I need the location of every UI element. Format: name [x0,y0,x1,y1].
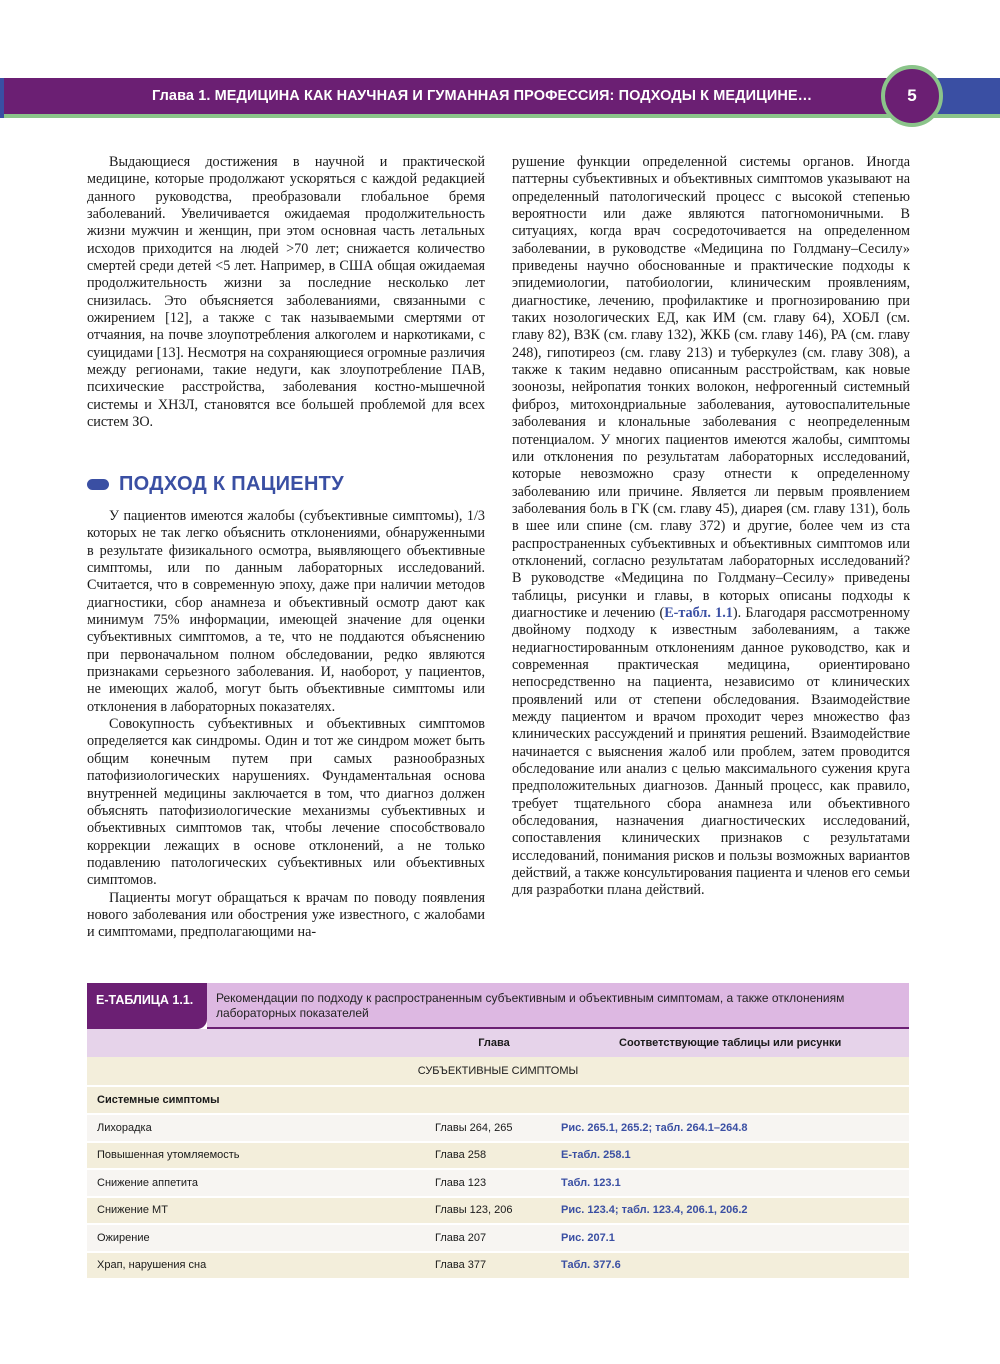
refs-link[interactable]: Е-табл. 258.1 [561,1149,631,1162]
paragraph-patients-visit: Пациенты могут обращаться к врачам по поводу появления нового заболевания или обострения уже известного, с жалобами и симптомами, предполагающими на- [87,889,485,941]
refs-link[interactable]: Рис. 207.1 [561,1231,615,1244]
table-caption: Рекомендации по подходу к распространенным субъективным и объективным симптомам, а также отклонениям лабораторных показателей [207,983,909,1029]
refs-link[interactable]: Табл. 123.1 [561,1176,621,1189]
section-marker-icon [87,479,109,490]
table-group-row: Системные симптомы [87,1087,909,1115]
chapter-cell: Главы 123, 206 [435,1204,513,1217]
header-left-accent [0,78,4,118]
symptom-cell: Снижение аппетита [97,1176,199,1189]
table-section-row: СУБЪЕКТИВНЫЕ СИМПТОМЫ [87,1057,909,1087]
column-header-refs: Соответствующие таблицы или рисунки [619,1037,842,1049]
table-label: Е-ТАБЛИЦА 1.1. [87,983,207,1029]
paragraph-intro: Выдающиеся достижения в научной и практической медицине, которые продолжают ускоряться с каждой редакцией данного руководства, преобразовали глобальное бремя заболеваний. Увеличивается ожидаемая продолжительность жизни мужчин и женщин, при этом основная часть летальных исходов приходится на людей >70 лет; снижается количество смертей среди детей <5 лет. Например, в США общая ожидаемая продолжительность жизни за последние несколько лет снизилась. Это объясняется заболеваниями, связанными с ожирением [12], а также с так называемыми смертями от отчаяния, на почве злоупотребления алкоголем и наркотиками, с суицидами [13]. Несмотря на сохраняющиеся огромные различия между регионами, такие недуги, как злоупотребление ПАВ, психические расстройства, заболевания костно-мышечной системы и ХНЗЛ, становятся все большей проблемой для всех систем ЗО. [87,154,485,431]
table-row [87,1115,909,1143]
chapter-cell: Глава 123 [435,1176,487,1189]
page-number: 5 [881,65,943,127]
table-row [87,1198,909,1226]
column-left-top [87,154,485,432]
section-title: ПОДХОД К ПАЦИЕНТУ [119,472,344,495]
symptom-cell: Снижение МТ [97,1204,168,1217]
paragraph-syndromes: Совокупность субъективных и объективных симптомов определяется как синдромы. Один и тот же синдром может быть общим конечным путем при самых разнообразных патофизиологических нарушениях. Фундаментальная основа внутренней медицины заключается в том, что диагноз должен объяснять патофизиологические механизмы субъективных и объективных симптомов так, чтобы лечение способствовало коррекции лежащих в основе отклонений, а не только подавлению патологических субъективных или объективных симптомов. [87,716,485,889]
chapter-cell: Главы 264, 265 [435,1121,513,1134]
section-heading [87,470,344,498]
symptom-cell: Лихорадка [97,1121,152,1134]
symptom-cell: Храп, нарушения сна [97,1259,207,1272]
refs-link[interactable]: Рис. 265.1, 265.2; табл. 264.1–264.8 [561,1121,748,1134]
paragraph-text-part1: рушение функции определенной системы органов. Иногда паттерны субъективных и объективных симптомов указывают на определенный патологический процесс с высокой степенью вероятности или даже являются патогномоничными. В ситуациях, когда врач сосредоточивается на определенном заболевании, в руководстве «Медицина по Голдману–Сесилу» приведены научно обоснованные и практические подходы к эпидемиологии, патобиологии, клиническим проявлениям, диагностике, лечению, профилактике и прогнозированию при таких нозологических ЕД, как ИМ (см. главу 64), ХОБЛ (см. главу 82), ВЗК (см. главу 132), ЖКБ (см. главу 146), РА (см. главу 248), гипотиреоз (см. главу 213) и туберкулез (см. главу 308), а также к таким недавно описанным расстройствам, как новые зоонозы, нейропатия тонких волокон, нефрогенный системный фиброз, митохондриальные заболевания, аутовоспалительные заболевания и клональные заболевания с неопределенным потенциалом. У многих пациентов имеются жалобы, симптомы или отклонения по результатам лабораторных исследований, которые невозможно сразу отнести к определенному заболеванию или причине. Является ли первым проявлением заболевания боль в ГК (см. главу 45), диарея (см. главу 131), боль в шее или спине (см. главу 372) и другие, более чем из ста распространенных субъективных и объективных симптомов или отклонений, согласно результатам лабораторных исследований? В руководстве «Медицина по Голдману–Сесилу» приведены таблицы, рисунки и главы, в которых описаны подходы к диагностике и лечению ( [512,154,910,621]
table-row [87,1253,909,1281]
etable-1-1 [87,983,909,1280]
paragraph-continued [512,154,910,900]
paragraph-text-part2: ). Благодаря рассмотренному двойному подходу к известным заболеваниям, а также недиагностированным отклонениям данное руководство, как и современная практическая медицина, ориентировано непосредственно на пациента, независимо от клинических проявлений или от степени обследования. Взаимодействие между пациентом и врачом проходит через множество фаз клинических рассуждений и принятия решений. Взаимодействие начинается с выяснения жалоб или проблем, затем проводится обследование или анализ с целью максимального сужения круга предположительных диагнозов. Данный процесс, как правило, требует тщательного сбора анамнеза или объективного обследования, назначения диагностических исследований, сопоставления клинических признаков с результатами исследований, понимания рисков и пользы возможных вариантов действий, а также консультирования пациента и членов его семьи для разработки плана действий. [512,604,911,899]
table-header-row [87,1029,909,1057]
paragraph-patient-complaints: У пациентов имеются жалобы (субъективные симптомы), 1/3 которых не так легко объяснить отклонениями, обнаруженными в результате физикального осмотра, выявляющего объективные симптомы, или по данным лабораторных исследований. Считается, что в современную эпоху, даже при наличии методов диагностики, сбор анамнеза и объективный осмотр дают как минимум 75% информации, имеющей значение для оценки субъективных симптомов, а те, что не поддаются объяснению при первоначальном полном обследовании, редко являются признаками серьезного заболевания. И, наоборот, у пациентов, не имеющих жалоб, могут быть объективные симптомы или отклонения в лабораторных показателях. [87,508,485,715]
chapter-title: Глава 1. МЕДИЦИНА КАК НАУЧНАЯ И ГУМАННАЯ ПРОФЕССИЯ: ПОДХОДЫ К МЕДИЦИНЕ… [152,88,813,104]
column-right [512,154,910,900]
symptom-cell: Повышенная утомляемость [97,1149,240,1162]
header-right-underline [930,114,1000,118]
column-header-chapter: Глава [478,1037,510,1049]
table-row [87,1170,909,1198]
header-underline [0,114,900,118]
refs-link[interactable]: Рис. 123.4; табл. 123.4, 206.1, 206.2 [561,1204,748,1217]
symptom-cell: Ожирение [97,1231,150,1244]
chapter-cell: Глава 258 [435,1149,487,1162]
table-row [87,1225,909,1253]
chapter-cell: Глава 207 [435,1231,487,1244]
etable-link[interactable]: Е-табл. 1.1 [664,604,733,621]
column-left-bottom [87,508,485,942]
table-title-bar [87,983,909,1029]
table-row [87,1143,909,1171]
chapter-cell: Глава 377 [435,1259,487,1272]
refs-link[interactable]: Табл. 377.6 [561,1259,621,1272]
